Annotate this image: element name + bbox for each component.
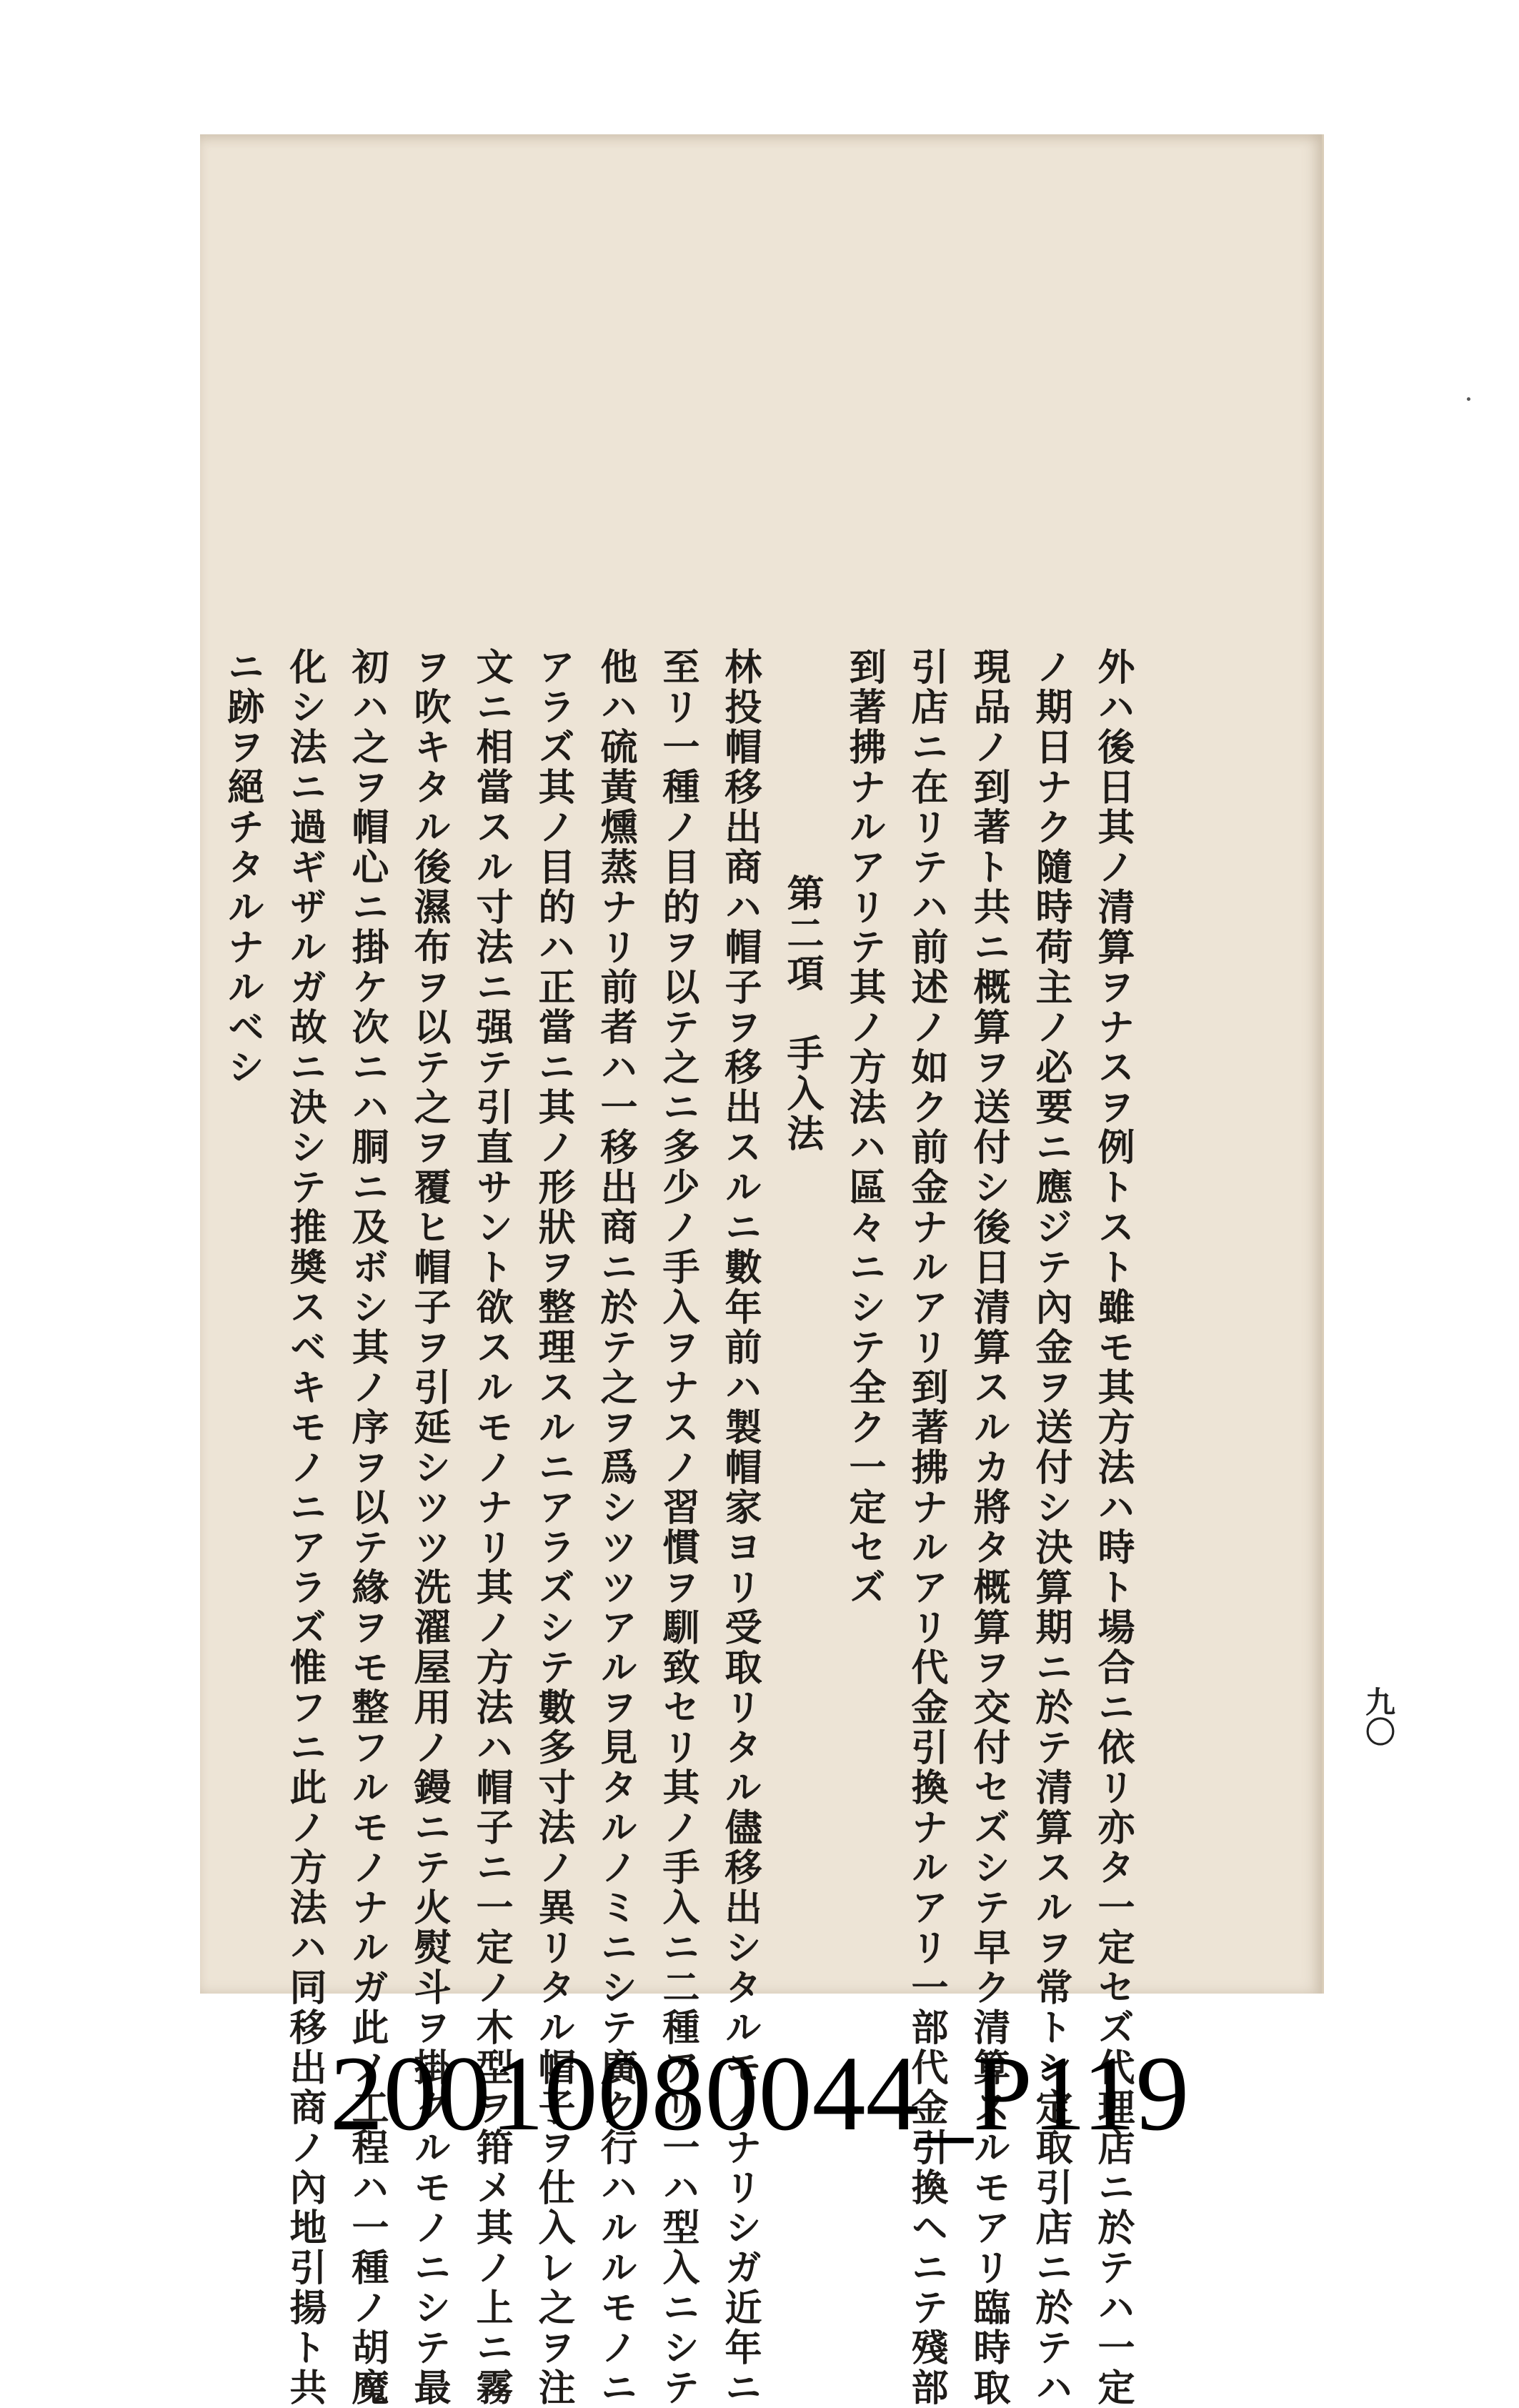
text-column-8: 他ハ硫黃燻蒸ナリ前者ハ一移出商ニ於テ之ヲ爲シツツアルヲ見タルノミニシテ廣ク行ハルルモノニ <box>594 647 637 2408</box>
ink-speck <box>1467 397 1470 401</box>
text-column-5: 外ハ後日其ノ清算ヲナスヲ例トスト雖モ其方法ハ時ト場合ニ依リ亦タ一定セズ代理店ニ於テハ一定 <box>1091 647 1135 2408</box>
text-column-10: 文ニ相當スル寸法ニ强テ引直サント欲スルモノナリ其ノ方法ハ帽子ニ一定ノ木型ヲ箝メ其ノ上ニ霧 <box>469 647 513 2408</box>
text-column-2: 引店ニ在リテハ前述ノ如ク前金ナルアリ到著拂ナルアリ代金引換ナルアリ一部代金引換ヘニテ殘部 <box>905 647 948 2408</box>
section-heading: 第二項 手入法 <box>780 874 824 1154</box>
text-column-7: 至リ一種ノ目的ヲ以テ之ニ多少ノ手入ヲナスノ習慣ヲ馴致セリ其ノ手入ニ二種アリ一ハ型入ニシテ <box>656 647 699 2408</box>
text-column-6: 林投帽移出商ハ帽子ヲ移出スルニ數年前ハ製帽家ヨリ受取リタル儘移出シタルモノナリシガ近年ニ <box>718 647 762 2408</box>
page-number: 九〇 <box>1361 1686 1396 1746</box>
text-column-3: 現品ノ到著ト共ニ概算ヲ送付シ後日清算スルカ將タ概算ヲ交付セズシテ早ク清算スルモアリ臨時取 <box>967 647 1010 2408</box>
text-column-14: ニ跡ヲ絕チタルナルベシ <box>221 647 264 1088</box>
text-column-12: 初ハ之ヲ帽心ニ掛ケ次ニハ胴ニ及ボシ其ノ序ヲ以テ緣ヲモ整フルモノナルガ此ノ工程ハ一種ノ胡魔 <box>345 647 389 2408</box>
image-caption: 20010080044_P119 <box>329 2034 1190 2153</box>
text-column-11: ヲ吹キタル後濕布ヲ以テ之ヲ覆ヒ帽子ヲ引延シツツ洗濯屋用ノ鏝ニテ火熨斗ヲ掛クルモノニシテ最 <box>407 647 451 2408</box>
text-column-9: アラズ其ノ目的ハ正當ニ其ノ形狀ヲ整理スルニアラズシテ數多寸法ノ異リタル帽子ヲ仕入レ之ヲ注 <box>532 647 575 2408</box>
text-column-1: 到著拂ナルアリテ其ノ方法ハ區々ニシテ全ク一定セズ <box>842 647 886 1608</box>
text-column-13: 化シ法ニ過ギザルガ故ニ決シテ推奬スベキモノニアラズ惟フニ此ノ方法ハ同移出商ノ內地引揚ト共 <box>283 647 327 2408</box>
text-column-4: ノ期日ナク隨時荷主ノ必要ニ應ジテ內金ヲ送付シ決算期ニ於テ清算スルヲ常トシ定取引店ニ於テハ <box>1029 647 1072 2408</box>
